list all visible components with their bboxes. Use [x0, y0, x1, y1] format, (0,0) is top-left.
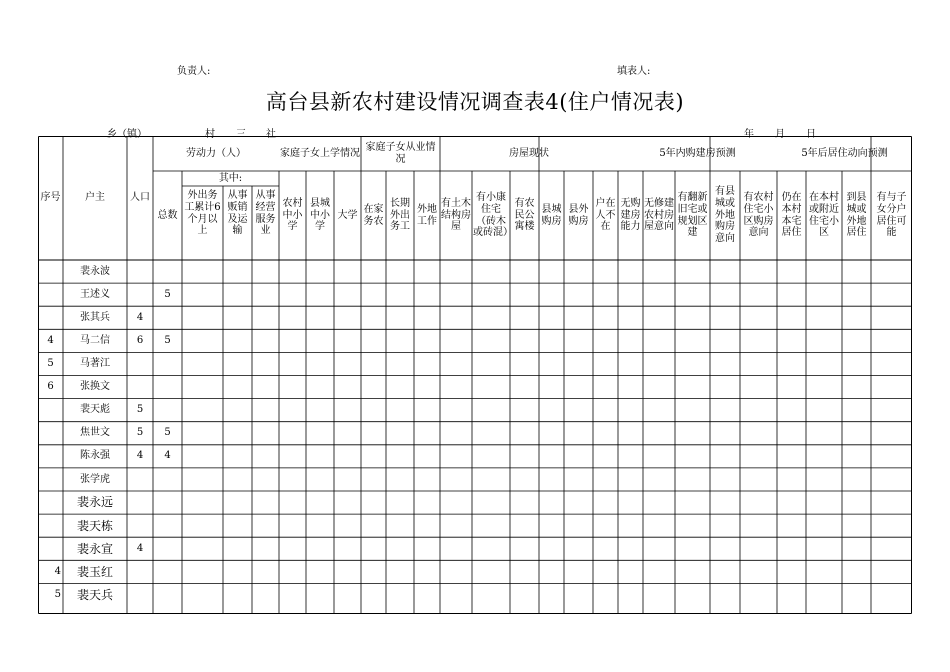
row-seq: 5 — [54, 589, 61, 601]
header-house-xiaokang: 有小康住宅（砖木或砖混） — [473, 191, 513, 239]
header-school-county: 县城中小学 — [310, 197, 330, 233]
header-plan5-group: 5年内购建房预测 — [659, 147, 736, 159]
row-population — [127, 260, 153, 283]
page-title: 高台县新农村建设情况调查表4(住户情况表) — [265, 90, 685, 114]
row-labor-total — [153, 352, 182, 375]
header-house-outside: 县外购房 — [568, 203, 589, 227]
header-labor-sub: 其中: — [218, 172, 243, 184]
header-population: 人口 — [130, 192, 150, 204]
row-household-head: 焦世文 — [80, 427, 110, 439]
row-population — [127, 491, 153, 514]
header-after5-group: 5年后居住动向预测 — [801, 147, 888, 159]
row-labor-total — [153, 399, 182, 422]
header-house-mud: 有土木结构房屋 — [441, 197, 471, 233]
row-seq — [38, 399, 63, 422]
row-household-head: 裴永波 — [80, 265, 110, 277]
row-population — [127, 583, 153, 606]
header-household-head: 户主 — [85, 192, 105, 204]
row-household-head: 马著江 — [80, 358, 110, 370]
header-labor-service: 从事经营服务业 — [255, 190, 276, 237]
row-labor-total — [153, 560, 182, 583]
row-household-head: 裴永宣 — [76, 541, 113, 556]
row-population: 5 — [136, 427, 144, 439]
row-household-head: 王述义 — [80, 288, 110, 300]
row-seq — [38, 422, 63, 445]
row-seq — [38, 260, 63, 283]
row-household-head: 张换文 — [80, 381, 110, 393]
month-label: 月 — [775, 129, 785, 140]
township-label: 乡（镇） — [107, 129, 147, 140]
row-seq: 6 — [47, 381, 54, 393]
row-household-head: 裴天兵 — [76, 587, 113, 602]
filler-label: 填表人: — [617, 66, 651, 77]
header-house-county: 县城购房 — [541, 203, 562, 227]
row-labor-total: 4 — [164, 450, 171, 462]
header-labor-total: 总数 — [157, 209, 178, 221]
row-labor-total — [153, 306, 182, 329]
row-household-head: 裴天彪 — [80, 404, 110, 416]
she-label: 社 — [266, 129, 276, 140]
village-number: 三 — [236, 129, 246, 140]
header-seq: 序号 — [40, 192, 61, 204]
row-seq — [38, 468, 63, 491]
row-population — [127, 283, 153, 306]
row-labor-total — [153, 491, 182, 514]
village-label: 村 — [205, 129, 215, 140]
row-household-head: 裴天栋 — [76, 518, 113, 533]
row-household-head: 张其兵 — [80, 311, 110, 323]
row-household-head: 马二信 — [80, 334, 110, 346]
row-household-head: 张学虎 — [80, 473, 110, 485]
row-population: 4 — [136, 542, 144, 554]
header-labor-group: 劳动力（人） — [186, 147, 246, 159]
responsible-label: 负责人: — [177, 66, 211, 77]
row-labor-total — [153, 537, 182, 560]
row-seq: 4 — [54, 565, 61, 577]
row-seq — [38, 306, 63, 329]
row-seq: 4 — [47, 334, 54, 346]
header-house-empty: 户在人不在 — [595, 197, 616, 233]
row-seq — [38, 514, 63, 537]
header-job-group: 家庭子女从业情况 — [365, 141, 436, 165]
year-label: 年 — [744, 129, 754, 140]
header-labor-sales: 从事贩销及运输 — [227, 190, 248, 237]
header-house-group: 房屋现状 — [509, 147, 549, 159]
row-labor-total: 5 — [164, 288, 171, 300]
row-labor-total: 5 — [164, 427, 171, 439]
row-labor-total — [153, 583, 182, 606]
header-house-apartment: 有农民公寓楼 — [514, 197, 535, 233]
row-household-head: 裴玉红 — [76, 564, 113, 579]
row-population — [127, 560, 153, 583]
row-household-head: 裴永远 — [76, 495, 113, 510]
row-population: 6 — [136, 334, 144, 346]
header-job-longout: 长期外出务工 — [390, 197, 410, 233]
header-school-univ: 大学 — [337, 209, 358, 221]
row-labor-total — [153, 468, 182, 491]
header-after5-stay: 仍在本村本宅居住 — [781, 191, 802, 239]
row-labor-total: 5 — [164, 334, 171, 346]
row-seq — [38, 491, 63, 514]
row-population: 5 — [136, 404, 144, 416]
row-household-head: 陈永强 — [80, 450, 110, 462]
header-job-home: 在家务农 — [363, 203, 384, 227]
row-population — [127, 352, 153, 375]
header-after5-city: 到县城或外地居住 — [846, 191, 867, 239]
header-plan5-city: 有县城或外地购房意向 — [715, 186, 735, 245]
row-labor-total — [153, 260, 182, 283]
header-job-outwork: 外地工作 — [417, 203, 437, 227]
survey-table — [38, 136, 912, 614]
header-plan5-none: 无购建房能力 — [620, 197, 641, 233]
row-population — [127, 376, 153, 399]
header-after5-kids: 有与子女分户居住可能 — [876, 191, 907, 239]
header-plan5-nobuild: 无修建农村房屋意向 — [644, 197, 674, 233]
row-population: 4 — [136, 450, 144, 462]
row-seq — [38, 283, 63, 306]
row-seq: 5 — [47, 358, 54, 370]
header-plan5-renew: 有翻新旧宅或规划区建 — [677, 191, 708, 239]
header-school-rural: 农村中小学 — [282, 197, 303, 233]
row-labor-total — [153, 376, 182, 399]
row-population — [127, 514, 153, 537]
row-population — [127, 468, 153, 491]
header-labor-out: 外出务工累计6个月以上 — [184, 190, 221, 237]
header-school-group: 家庭子女上学情况 — [280, 147, 360, 159]
day-label: 日 — [806, 129, 816, 140]
row-seq — [38, 537, 63, 560]
header-plan5-rural: 有农村住宅小区购房意向 — [743, 191, 774, 239]
row-labor-total — [153, 514, 182, 537]
header-after5-near: 在本村或附近住宅小区 — [809, 191, 839, 239]
row-population: 4 — [136, 311, 144, 323]
row-seq — [38, 445, 63, 468]
